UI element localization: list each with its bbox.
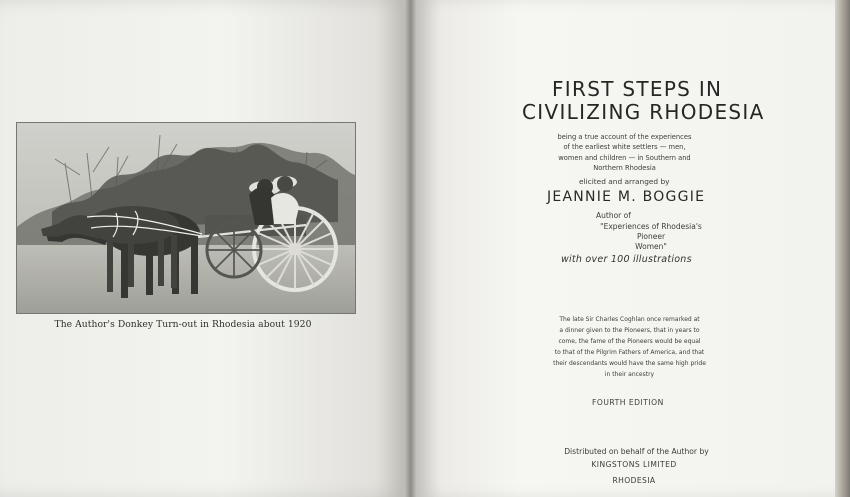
distribution-note: Distributed on behalf of the Author by <box>564 447 709 456</box>
prior-work-line-2: Women" <box>635 242 667 252</box>
subtitle-line-2: of the earliest white settlers — men, <box>563 143 686 152</box>
title-line-1: FIRST STEPS IN <box>552 77 723 101</box>
prior-work-line-1: "Experiences of Rhodesia's Pioneer <box>600 222 702 242</box>
photo-paper-tone <box>17 123 355 313</box>
quote-line-1: The late Sir Charles Coghlan once remarked at <box>559 316 700 323</box>
quote-line-6: in their ancestry <box>604 371 655 379</box>
donkey-cart-illustration <box>17 123 355 313</box>
illustration-note: with over 100 illustrations <box>561 254 692 265</box>
page-edge-shadow <box>835 0 850 497</box>
subtitle-line-3: women and children — in Southern and <box>558 153 691 162</box>
subtitle-line-1: being a true account of the experiences <box>557 133 692 141</box>
publisher-place: RHODESIA <box>612 476 656 485</box>
coghlan-quote <box>548 314 711 381</box>
quote-line-4: to that of the Pilgrim Fathers of America, and that <box>554 349 705 357</box>
quote-line-2: a dinner given to the Pioneers, that in years to <box>559 327 700 335</box>
subtitle-line-4: Northern Rhodesia <box>593 164 656 173</box>
publisher-name: KINGSTONS LIMITED <box>591 460 677 469</box>
book-title <box>522 77 765 124</box>
subtitle-block <box>541 132 708 174</box>
title-line-2: CIVILIZING RHODESIA <box>522 100 765 124</box>
arranged-by-text: elicited and arranged by <box>579 177 670 186</box>
donkey-cart-photo <box>16 122 356 314</box>
prior-work-title <box>591 222 711 253</box>
author-of-label: Author of <box>596 211 631 220</box>
quote-line-5: their descendants would have the same high pride <box>553 360 706 368</box>
quote-line-3: come, the fame of the Pioneers would be equal <box>558 338 701 346</box>
author-name: JEANNIE M. BOGGIE <box>547 189 706 205</box>
edition-label: FOURTH EDITION <box>592 398 664 407</box>
photo-caption: The Author's Donkey Turn-out in Rhodesia about 1920 <box>54 319 312 330</box>
